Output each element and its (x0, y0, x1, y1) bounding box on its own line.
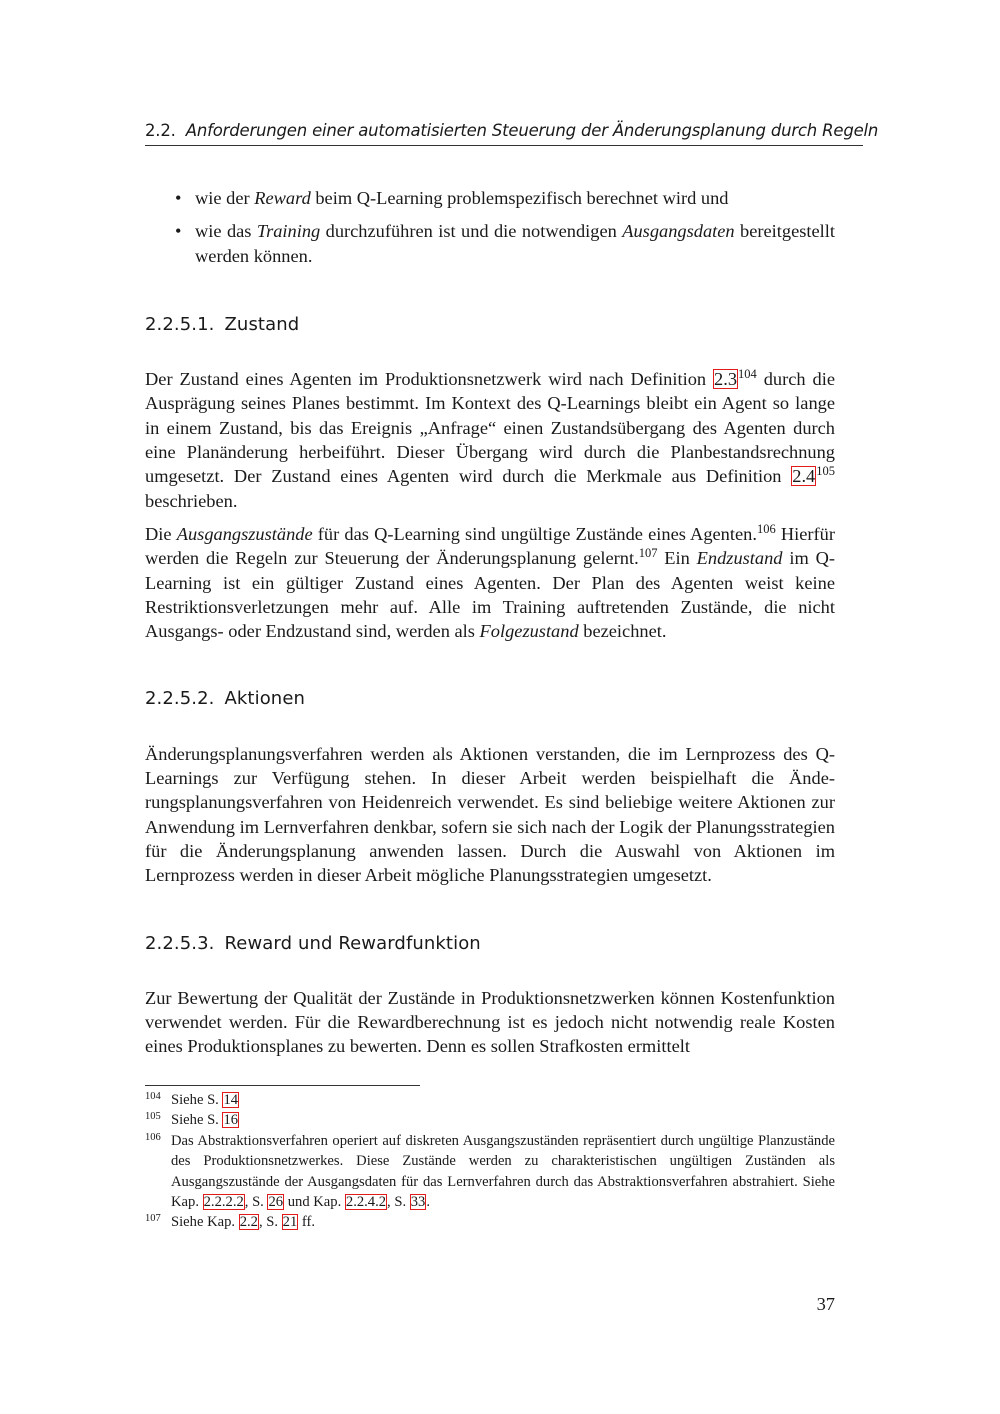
page-link-16[interactable]: 16 (223, 1112, 239, 1129)
footnote-rule (145, 1085, 420, 1086)
chapter-link-2-2-4-2[interactable]: 2.2.4.2 (345, 1194, 387, 1211)
page-link-21[interactable]: 21 (282, 1214, 298, 1231)
header-title: Anforderungen einer automatisierten Steuerung der Änderungsplanung durch Regeln (185, 121, 879, 140)
paragraph: Änderungsplanungsverfahren werden als Aktionen verstanden, die im Lernprozess des Q-Learnings zur Verfügung stehen. In dieser Arbeit werden beispielhaft die Änderungsplanungsverfahren von Heidenreich verwendet. Es sind beliebige weitere Aktionen zur Anwendung im Lernverfahren denkbar, sofern sie sich nach der Logik der Planungsstrategien für die Änderungsplanung anwenden lassen. Durch die Auswahl von Aktionen im Lernprozess werden in dieser Arbeit mögliche Planungsstrategien umgesetzt. (145, 743, 835, 886)
page-link-33[interactable]: 33 (410, 1194, 426, 1211)
footnotes (145, 1090, 835, 1233)
body-text (145, 186, 835, 1059)
paragraph: Die Ausgangszustände für das Q-Learning sind ungültige Zustände eines Agenten.$^{106}$ Hierfür werden die Regeln zur Steuerung der Änderungsplanung gelernt.$^{107}$ Ein Endzustand im Q-Learning ist ein gültiger Zustand eines Agenten. Der Plan des Agenten weist keine Restriktionsverletzungen mehr auf. Alle im Training auftretenden Zustände, die nicht Ausgangs- oder Endzustand sind, werden als Folgezustand bezeichnet. (145, 521, 835, 642)
footnote-105: 105 Siehe S. 16 (145, 1111, 239, 1129)
footnote-mark[interactable]: 104 (738, 367, 757, 382)
section-body-reward (145, 986, 835, 1059)
header-section-number: 2.2. (145, 121, 176, 140)
section-body-aktionen (145, 742, 835, 888)
page-number: 37 (816, 1294, 835, 1314)
section-heading-aktionen: 2.2.5.2. Aktionen (145, 688, 305, 710)
bullet-icon: • (175, 221, 182, 242)
footnote-mark[interactable]: 107 (638, 546, 658, 561)
footnote-104: 104 Siehe S. 14 (145, 1091, 239, 1108)
bullet-list (145, 186, 835, 268)
definition-link-2-4[interactable]: 2.4 (792, 466, 816, 487)
paragraph: Der Zustand eines Agenten im Produktionsnetzwerk wird nach Definition $2.3^{104}$ durch die Ausprägung seines Planes bestimmt. Im Kontext des Q-Learnings bleibt ein Agent so lange in einem Zustand, bis das Ereignis „Anfrage“ einen Zustandsübergang des Agenten durch eine Planänderung herbeiführt. Dieser Übergang wird durch die Planbestandsrechnung umgesetzt. Der Zustand eines Agenten wird durch die Merkmale aus Definition $2.4^{105}$ beschrieben. (145, 367, 835, 511)
footnote-107: 107 Siehe Kap. 2.2, S. 21 ff. (145, 1213, 316, 1231)
list-item: • wie der Reward beim Q-Learning problemspezifisch berechnet wird und (145, 186, 835, 210)
bullet-icon: • (175, 188, 182, 208)
chapter-link-2-2-2-2[interactable]: 2.2.2.2 (203, 1194, 244, 1211)
footnote-106: 106 Das Abstraktionsverfahren operiert auf diskreten Ausgangszuständen repräsentiert durch ungültige Planzustände des Produktionsnetzwerkes. Diese Zustände werden zu charakteristischen ungültigen Zuständen als Ausgangszustände der Ausgangsdaten für das Lernverfahren durch das Abstraktionsverfahren abstrahiert. Siehe Kap. 2.2.2.2, S. 26 und Kap. 2.2.4.2, S. 33. (145, 1131, 835, 1211)
list-item: • wie das Training durchzuführen ist und die notwendigen Ausgangsdaten bereitgestellt werden können. (175, 221, 836, 266)
section-heading-zustand: 2.2.5.1. Zustand (145, 313, 300, 335)
chapter-link-2-2[interactable]: 2.2 (239, 1214, 258, 1231)
footnote-mark[interactable]: 106 (756, 521, 776, 536)
page-link-26[interactable]: 26 (268, 1194, 284, 1211)
page-link-14[interactable]: 14 (223, 1092, 239, 1108)
definition-link-2-3[interactable]: 2.3 (714, 369, 738, 390)
section-body-zustand (145, 367, 835, 643)
paragraph: Zur Bewertung der Qualität der Zustände in Produktionsnetzwerken können Kostenfunktion verwendet werden. Für die Rewardberechnung ist es jedoch nicht notwendig reale Kosten eines Produktionsplanes zu bewerten. Denn es sollen Strafkosten ermittelt (145, 987, 835, 1057)
footnote-mark[interactable]: 105 (816, 464, 835, 479)
section-heading-reward: 2.2.5.3. Reward und Rewardfunktion (145, 932, 481, 954)
running-header (145, 121, 879, 146)
